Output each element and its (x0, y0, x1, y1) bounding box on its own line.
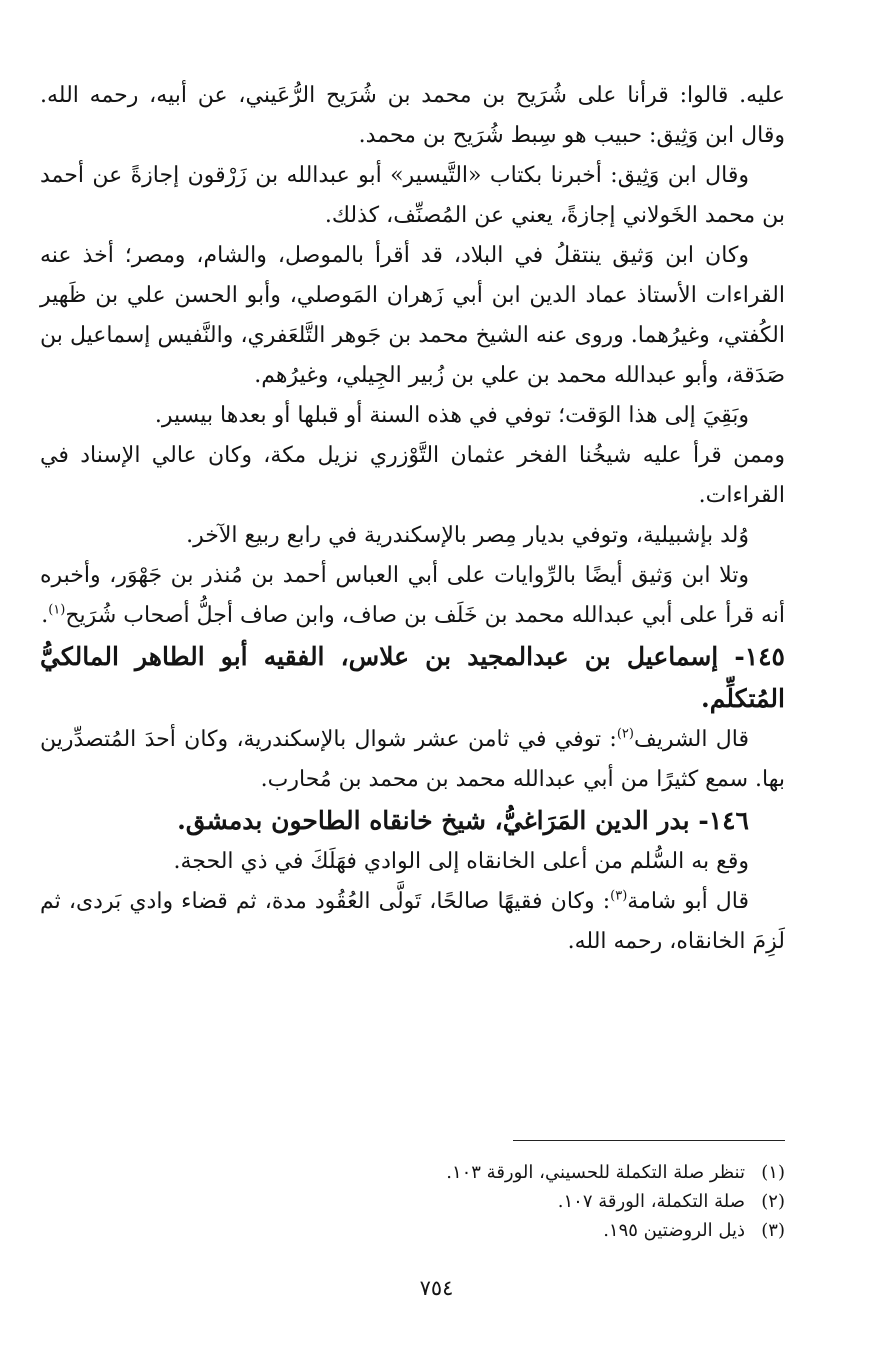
paragraph-text: وممن قرأ عليه شيخُنا الفخر عثمان التَّوْزري نزيل مكة، وكان عالي الإسناد في القراءات. (40, 443, 785, 508)
footnote-number: (١) (761, 1162, 785, 1183)
main-text (40, 76, 785, 962)
paragraph-tail: : وكان فقيهًا صالحًا، تَولَّى العُقُود مدة، ثم قضاء وادي بَردى، ثم لَزِمَ الخانقاه، رحمه الله. (40, 889, 785, 954)
paragraph (40, 882, 785, 962)
footnote-number: (٣) (761, 1220, 785, 1241)
footnote-text: تنظر صلة التكملة للحسيني، الورقة ١٠٣. (446, 1162, 745, 1183)
heading-text: ١٤٦- بدر الدين المَرَاغيُّ، شيخ خانقاه الطاحون بدمشق. (177, 806, 749, 835)
footnote-item (85, 1158, 785, 1187)
paragraph-text: وقع به السُّلم من أعلى الخانقاه إلى الوادي فهَلَكَ في ذي الحجة. (173, 849, 749, 874)
footnote-marker: (٢) (616, 726, 634, 742)
paragraph (40, 516, 785, 556)
footnote-marker: (٣) (610, 888, 628, 904)
footnote-divider (513, 1140, 785, 1141)
paragraph (40, 842, 785, 882)
page-number: ٧٥٤ (419, 1276, 454, 1300)
heading-text: ١٤٥- إسماعيل بن عبدالمجيد بن علاس، الفقيه أبو الطاهر المالكيُّ المُتكلِّم. (40, 642, 785, 713)
entry-heading (40, 636, 785, 720)
paragraph (40, 236, 785, 396)
paragraph (40, 396, 785, 436)
footnote-text: ذيل الروضتين ١٩٥. (603, 1220, 745, 1241)
footnote-text: صلة التكملة، الورقة ١٠٧. (557, 1191, 745, 1212)
entry-heading (40, 800, 785, 842)
paragraph (40, 556, 785, 636)
footnote-marker: (١) (48, 602, 66, 618)
paragraph (40, 436, 785, 516)
paragraph-text: وُلد بإشبيلية، وتوفي بديار مِصر بالإسكندرية في رابع ربيع الآخر. (186, 523, 749, 548)
paragraph-text: وتلا ابن وَثيق أيضًا بالرِّوايات على أبي العباس أحمد بن مُنذر بن جَهْوَر، وأخبره أنه قرأ على أبي عبدالله محمد بن خَلَف بن صاف، وابن صاف أجلُّ أصحاب شُرَيح (40, 563, 785, 628)
footnote-number: (٢) (761, 1191, 785, 1212)
paragraph-tail: . (41, 603, 49, 628)
paragraph-tail: : توفي في ثامن عشر شوال بالإسكندرية، وكان أحدَ المُتصدِّرين بها. سمع كثيرًا من أبي عبدالله محمد بن محمد بن مُحارب. (40, 727, 785, 792)
paragraph (40, 156, 785, 236)
footnotes (85, 1158, 785, 1245)
paragraph-text: وبَقِيَ إلى هذا الوَقت؛ توفي في هذه السنة أو قبلها أو بعدها بيسير. (154, 403, 749, 428)
paragraph (40, 76, 785, 156)
paragraph-text: وقال ابن وَثِيق: أخبرنا بكتاب «التَّيسير» أبو عبدالله بن زَرْقون إجازةً عن أحمد بن محمد الخَولاني إجازةً، يعني عن المُصنِّف، كذلك. (40, 163, 785, 228)
paragraph-text: عليه. قالوا: قرأنا على شُرَيح بن محمد بن شُرَيح الرُّعَيني، عن أبيه، رحمه الله. وقال ابن وَثِيق: حبيب هو سِبط شُرَيح بن محمد. (40, 83, 785, 148)
paragraph-text: قال الشريف (633, 727, 749, 752)
paragraph-text: وكان ابن وَثيق ينتقلُ في البلاد، قد أقرأ بالموصل، والشام، ومصر؛ أخذ عنه القراءات الأستاذ عماد الدين ابن أبي زَهران المَوصلي، وأبو الحسن علي بن ظَهير الكُفتي، وغيرُهما. وروى عنه الشيخ محمد بن جَوهر التَّلعَفري، والنَّفيس إسماعيل بن صَدَقة، وأبو عبدالله محمد بن علي بن زُبير الجِيلي، وغيرُهم. (40, 243, 786, 388)
footnote-item (85, 1187, 785, 1216)
footnote-item (85, 1216, 785, 1245)
paragraph (40, 720, 785, 800)
paragraph-text: قال أبو شامة (627, 889, 749, 914)
